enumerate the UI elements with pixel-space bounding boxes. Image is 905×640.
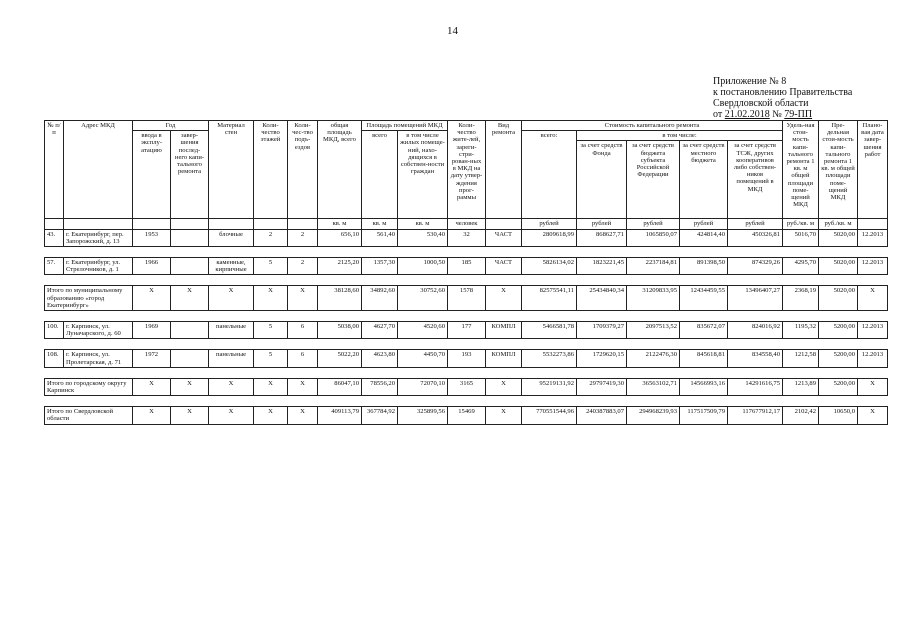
row-repair-type: ЧАСТ: [486, 229, 522, 246]
row-entrances: 6: [288, 350, 318, 367]
subtotal-x: Х: [254, 378, 288, 395]
row-cost-tsj: 834558,40: [728, 350, 783, 367]
subtotal-row: [45, 378, 888, 395]
row-limit-cost: 10650,0: [819, 407, 858, 424]
row-material: панельные: [209, 350, 254, 367]
row-residents: 177: [448, 322, 486, 339]
row-limit-cost: 5020,00: [819, 258, 858, 275]
row-planned-date: 12.2013: [858, 322, 888, 339]
row-cost-total: 5466581,78: [522, 322, 577, 339]
row-cost-tsj: 450326,81: [728, 229, 783, 246]
col-repair-type: Вид ремонта: [486, 121, 522, 219]
table-row: [45, 350, 888, 367]
gap-cell: [45, 311, 888, 322]
row-total-area: 86047,10: [318, 378, 362, 395]
date-prefix: от: [713, 109, 723, 120]
row-total-area: 38128,60: [318, 286, 362, 311]
row-no: 100.: [45, 322, 64, 339]
row-year-commission: 1969: [133, 322, 171, 339]
row-cost-tsj: 874329,26: [728, 258, 783, 275]
unit-cell: кв. м: [398, 219, 448, 229]
col-address: Адрес МКД: [64, 121, 133, 219]
row-cost-total: 770551544,96: [522, 407, 577, 424]
subtotal-x: Х: [171, 286, 209, 311]
subtotal-x: Х: [288, 407, 318, 424]
col-year-commission: ввода в эксплу-атацию: [133, 131, 171, 219]
row-gap: [45, 396, 888, 407]
gap-cell: [45, 275, 888, 286]
table-row: [45, 229, 888, 246]
row-gap: [45, 275, 888, 286]
gap-cell: [45, 367, 888, 378]
row-address: г. Екатеринбург, ул. Стрелочников, д. 1: [64, 258, 133, 275]
header-row-1: [45, 121, 888, 131]
col-entrances: Коли-чес-тво подъ-ездов: [288, 121, 318, 219]
unit-cell: [288, 219, 318, 229]
row-gap: [45, 247, 888, 258]
row-cost-region: 2097513,52: [627, 322, 680, 339]
row-limit-cost: 5200,00: [819, 378, 858, 395]
row-cost-region: 36563102,71: [627, 378, 680, 395]
unit-cell: [171, 219, 209, 229]
gap-cell: [45, 396, 888, 407]
row-premises-total: 34892,60: [362, 286, 398, 311]
row-cost-total: 5826134,02: [522, 258, 577, 275]
row-cost-region: 31209833,95: [627, 286, 680, 311]
row-cost-local: 12434459,55: [680, 286, 728, 311]
grand-total-label: Итого по Свердловской области: [45, 407, 133, 424]
table-row: [45, 322, 888, 339]
unit-cell: [486, 219, 522, 229]
row-year-commission: 1972: [133, 350, 171, 367]
row-limit-cost: 5200,00: [819, 322, 858, 339]
row-premises-residential: 1000,50: [398, 258, 448, 275]
appendix-line3: Свердловской области: [713, 98, 809, 109]
row-planned-date: 12.2013: [858, 258, 888, 275]
row-limit-cost: 5200,00: [819, 350, 858, 367]
row-total-area: 656,10: [318, 229, 362, 246]
row-planned-date: Х: [858, 378, 888, 395]
row-cost-total: 82575541,11: [522, 286, 577, 311]
unit-cell: [133, 219, 171, 229]
row-cost-local: 835672,07: [680, 322, 728, 339]
row-entrances: 2: [288, 258, 318, 275]
row-entrances: 2: [288, 229, 318, 246]
unit-cell: кв. м: [318, 219, 362, 229]
row-floors: 5: [254, 322, 288, 339]
unit-cell: рублей: [728, 219, 783, 229]
row-material: блочные: [209, 229, 254, 246]
subtotal-x: Х: [133, 286, 171, 311]
row-total-area: 2125,20: [318, 258, 362, 275]
row-repair-type: КОМПЛ: [486, 322, 522, 339]
row-planned-date: Х: [858, 286, 888, 311]
subtotal-x: Х: [254, 407, 288, 424]
row-gap: [45, 339, 888, 350]
row-total-area: 5038,00: [318, 322, 362, 339]
col-planned-date: Плано-вая дата завер-шения работ: [858, 121, 888, 219]
capital-repair-table: [44, 120, 888, 425]
row-year-repair: [171, 322, 209, 339]
row-cost-local: 117517509,79: [680, 407, 728, 424]
row-material: панельные: [209, 322, 254, 339]
row-unit-cost: 1212,58: [783, 350, 819, 367]
row-no: 57.: [45, 258, 64, 275]
unit-cell: руб./кв. м: [819, 219, 858, 229]
unit-cell: [254, 219, 288, 229]
subtotal-row: [45, 286, 888, 311]
row-cost-region: 1065850,07: [627, 229, 680, 246]
row-repair-type: Х: [486, 407, 522, 424]
appendix-date: 21.02.2018: [724, 109, 770, 120]
row-premises-total: 78556,20: [362, 378, 398, 395]
row-floors: 2: [254, 229, 288, 246]
row-cost-region: 2237184,81: [627, 258, 680, 275]
row-total-area: 409113,79: [318, 407, 362, 424]
row-premises-total: 561,40: [362, 229, 398, 246]
subtotal-x: Х: [209, 286, 254, 311]
col-premises-area: Площадь помещений МКД: [362, 121, 448, 131]
row-premises-residential: 4520,60: [398, 322, 448, 339]
row-unit-cost: 1213,89: [783, 378, 819, 395]
subtotal-x: Х: [133, 407, 171, 424]
row-cost-fund: 25434840,34: [577, 286, 627, 311]
row-cost-tsj: 14291616,75: [728, 378, 783, 395]
unit-cell: [209, 219, 254, 229]
subtotal-x: Х: [209, 407, 254, 424]
col-limit-cost: Пре-дельная стои-мость капи-тального ремонта 1 кв. м общей площади поме-щений МКД: [819, 121, 858, 219]
row-repair-type: ЧАСТ: [486, 258, 522, 275]
row-premises-residential: 325899,56: [398, 407, 448, 424]
unit-cell: рублей: [577, 219, 627, 229]
row-repair-type: Х: [486, 286, 522, 311]
row-premises-residential: 72070,10: [398, 378, 448, 395]
appendix-date-line: [713, 109, 852, 120]
row-residents: 185: [448, 258, 486, 275]
row-unit-cost: 1195,32: [783, 322, 819, 339]
row-residents: 32: [448, 229, 486, 246]
row-unit-cost: 2102,42: [783, 407, 819, 424]
row-cost-local: 845618,81: [680, 350, 728, 367]
row-premises-total: 367784,92: [362, 407, 398, 424]
col-cost-tsj: за счет средств ТСЖ, других кооперативов либо собствен-ников помещений в МКД: [728, 141, 783, 219]
row-repair-type: КОМПЛ: [486, 350, 522, 367]
row-cost-tsj: 824016,92: [728, 322, 783, 339]
row-cost-fund: 1709379,27: [577, 322, 627, 339]
col-premises-total: всего: [362, 131, 398, 219]
subtotal-label: Итого по муниципальному образованию «город Екатеринбург»: [45, 286, 133, 311]
page-number: 14: [447, 25, 458, 37]
row-cost-fund: 240387883,07: [577, 407, 627, 424]
row-year-repair: [171, 350, 209, 367]
row-cost-total: 5532273,86: [522, 350, 577, 367]
appendix-number: 79-ПП: [784, 109, 813, 120]
row-cost-tsj: 117677912,17: [728, 407, 783, 424]
row-premises-total: 4627,70: [362, 322, 398, 339]
row-residents: 3165: [448, 378, 486, 395]
row-limit-cost: 5020,00: [819, 229, 858, 246]
unit-cell: [64, 219, 133, 229]
col-cost-local: за счет средств местного бюджета: [680, 141, 728, 219]
appendix-block: [713, 76, 852, 120]
row-cost-total: 2809618,99: [522, 229, 577, 246]
row-gap: [45, 311, 888, 322]
row-planned-date: 12.2013: [858, 350, 888, 367]
row-repair-type: Х: [486, 378, 522, 395]
row-cost-total: 95219131,92: [522, 378, 577, 395]
row-address: г. Карпинск, ул. Луначарского, д. 60: [64, 322, 133, 339]
subtotal-x: Х: [171, 378, 209, 395]
row-residents: 15469: [448, 407, 486, 424]
row-cost-fund: 1729620,15: [577, 350, 627, 367]
unit-cell: рублей: [522, 219, 577, 229]
grand-total-row: [45, 407, 888, 424]
row-cost-fund: 29797419,30: [577, 378, 627, 395]
row-residents: 193: [448, 350, 486, 367]
row-material: каменные, кирпичные: [209, 258, 254, 275]
col-residents: Коли-чество жите-лей, зареги-стри-рован-ных в МКД на дату утвер-ждения прог-раммы: [448, 121, 486, 219]
appendix-line2: к постановлению Правительства: [713, 87, 853, 98]
col-wall-material: Материал стен: [209, 121, 254, 219]
row-entrances: 6: [288, 322, 318, 339]
subtotal-x: Х: [209, 378, 254, 395]
row-premises-total: 4623,80: [362, 350, 398, 367]
row-limit-cost: 5020,00: [819, 286, 858, 311]
subtotal-x: Х: [288, 286, 318, 311]
col-no: № п/п: [45, 121, 64, 219]
gap-cell: [45, 339, 888, 350]
row-year-commission: 1966: [133, 258, 171, 275]
table-row: [45, 258, 888, 275]
row-cost-local: 424814,40: [680, 229, 728, 246]
row-premises-residential: 30752,60: [398, 286, 448, 311]
row-no: 43.: [45, 229, 64, 246]
row-floors: 5: [254, 258, 288, 275]
row-year-repair: [171, 258, 209, 275]
row-year-repair: [171, 229, 209, 246]
row-unit-cost: 2368,19: [783, 286, 819, 311]
unit-cell: кв. м: [362, 219, 398, 229]
row-premises-total: 1357,30: [362, 258, 398, 275]
row-cost-local: 891398,50: [680, 258, 728, 275]
row-no: 108.: [45, 350, 64, 367]
row-unit-cost: 4295,70: [783, 258, 819, 275]
unit-cell: человек: [448, 219, 486, 229]
row-floors: 5: [254, 350, 288, 367]
unit-cell: [45, 219, 64, 229]
row-cost-region: 294968239,93: [627, 407, 680, 424]
row-year-commission: 1953: [133, 229, 171, 246]
col-total-area: общая площадь МКД, всего: [318, 121, 362, 219]
appendix-line1: Приложение № 8: [713, 76, 787, 87]
col-cost: Стоимость капитального ремонта: [522, 121, 783, 131]
subtotal-x: Х: [288, 378, 318, 395]
col-floors: Коли-чество этажей: [254, 121, 288, 219]
col-premises-residential: в том числе жилых помеще-ний, нахо-дящихся в собствен-ности граждан: [398, 131, 448, 219]
number-prefix: №: [772, 109, 782, 120]
col-cost-incl: в том числе:: [577, 131, 783, 141]
row-cost-local: 14566993,16: [680, 378, 728, 395]
row-gap: [45, 367, 888, 378]
col-cost-total: всего:: [522, 131, 577, 219]
row-premises-residential: 530,40: [398, 229, 448, 246]
subtotal-x: Х: [133, 378, 171, 395]
col-cost-fund: за счет средств Фонда: [577, 141, 627, 219]
row-address: г. Екатеринбург, пер. Запорожский, д. 13: [64, 229, 133, 246]
col-unit-cost: Удель-ная стои-мость капи-тального ремонта 1 кв. м общей площади поме-щений МКД: [783, 121, 819, 219]
row-unit-cost: 5016,70: [783, 229, 819, 246]
row-residents: 1578: [448, 286, 486, 311]
gap-cell: [45, 247, 888, 258]
subtotal-x: Х: [171, 407, 209, 424]
row-planned-date: 12.2013: [858, 229, 888, 246]
row-premises-residential: 4450,70: [398, 350, 448, 367]
unit-cell: [858, 219, 888, 229]
row-planned-date: Х: [858, 407, 888, 424]
subtotal-label: Итого по городскому округу Карпинск: [45, 378, 133, 395]
row-cost-region: 2122476,30: [627, 350, 680, 367]
subtotal-x: Х: [254, 286, 288, 311]
unit-cell: рублей: [680, 219, 728, 229]
row-address: г. Карпинск, ул. Пролетарская, д. 71: [64, 350, 133, 367]
col-cost-region: за счет средств бюджета субъекта Российской Федерации: [627, 141, 680, 219]
col-year: Год: [133, 121, 209, 131]
row-cost-fund: 1823221,45: [577, 258, 627, 275]
row-cost-tsj: 13496407,27: [728, 286, 783, 311]
units-row: [45, 219, 888, 229]
unit-cell: руб./кв. м: [783, 219, 819, 229]
col-year-repair: завер-шения послед-него капи-тального ремонта: [171, 131, 209, 219]
row-cost-fund: 868627,71: [577, 229, 627, 246]
row-total-area: 5022,20: [318, 350, 362, 367]
unit-cell: рублей: [627, 219, 680, 229]
